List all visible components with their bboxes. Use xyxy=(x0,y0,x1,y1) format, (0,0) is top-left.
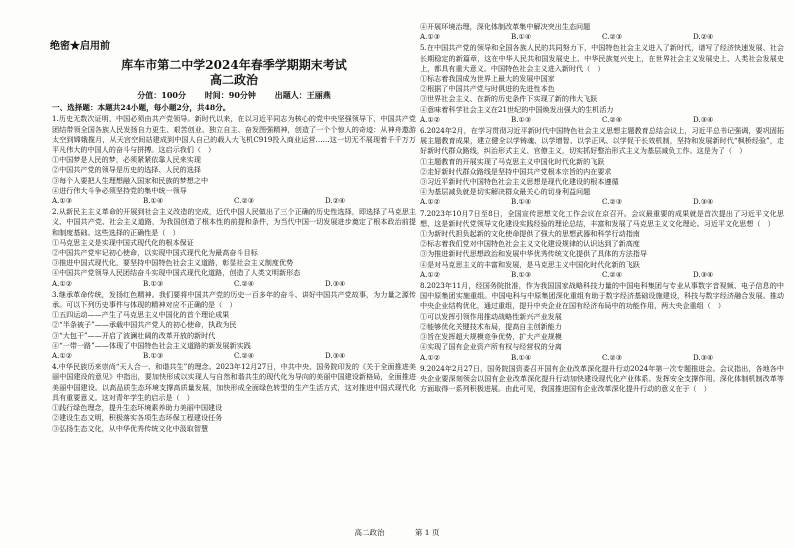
option: ①主题教育的开展实现了马克思主义中国化时代化新的飞跃 xyxy=(420,156,605,166)
score-info: 分值：100分 xyxy=(137,90,186,100)
choice-a: A.①③ xyxy=(420,32,441,42)
question-stem: 3.继承革命传统，发扬红色精神。我们要将中国共产党的历史一百多年的奋斗、讲好中国共产党故事，为力量之源传承。可以下列历史事件与体现的精神对应不正确的是（ ） xyxy=(52,289,416,310)
answer-choices xyxy=(420,270,784,280)
choice-d: D.③④ xyxy=(693,352,714,362)
option: ④进行伟大斗争必须坚持党的集中统一领导 xyxy=(52,185,187,195)
question-stem: 9.2024年2月27日，国务院国资委召开国有企业改革深化提升行动2024年第一次专题推进会。会议指出，各地各中央企业要深刻领会以国有企业改革深化提升行动加快建设现代化产业体系、发挥安全支撑作用、深化体制机制改革等方面取得一系列积极进展。由此可见，我国推进国有企业改革深化提升行动的意义在于（ ） xyxy=(420,363,784,394)
option: ④是对马克思主义的丰富和发展，是马克思主义中国化时代化新的飞跃 xyxy=(420,259,640,269)
question-stem: 8.2023年11月，经国务院批准，作为我国国家战略科技力量的中国电科集团与专业从事数字音视频、电子信息的中国中原集团实施重组。中国电科与中原集团深化重组有助于数字经济基础设施建设，科技与数字经济融合发展。推动中央企业结构优化，通过重组，提升中央企业在国有经济布局中的功能作用，两大央企重组（ ） xyxy=(420,281,784,311)
right-column xyxy=(420,22,784,394)
choice-b: B.①④ xyxy=(511,352,532,362)
choice-c: C.②③ xyxy=(602,32,623,42)
page-footer xyxy=(0,527,794,538)
question-stem: 7.2023年10月7日至8日，全国宣传思想文化工作会议在京召开。会议最重要的成果就是首次提出了习近平文化思想，这是新时代党领导文化建设实践经验的理论总结，丰富和发展了马克思主义文化理论。习近平文化思想（ ） xyxy=(420,208,784,228)
section-heading: 一、选择题：本题共24小题，每小题2分，共48分。 xyxy=(52,103,231,113)
question-9 xyxy=(420,364,784,395)
option: ③“大包干”——开启了波澜壮阔的改革开放的新时代 xyxy=(52,330,216,340)
question-5 xyxy=(420,43,784,125)
choice-d: D.③④ xyxy=(693,269,714,279)
choice-d: D.②④ xyxy=(693,32,714,42)
choice-b: B.①③ xyxy=(143,278,164,288)
question-1 xyxy=(52,114,416,206)
answer-choices xyxy=(420,115,784,125)
secret-mark: 绝密★启用前 xyxy=(50,41,110,52)
choice-a: A.①② xyxy=(52,351,73,361)
choice-b: B.①③ xyxy=(511,114,532,124)
option: ②中国共产党牢记初心使命，以实现中国式现代化为最高奋斗目标 xyxy=(52,248,258,258)
choice-b: B.①④ xyxy=(511,197,532,207)
option: ①践行绿色理念，提升生态环境素养助力美丽中国建设 xyxy=(52,403,223,413)
option: ③世界社会主义、在新的历史条件下实现了新的伟大飞跃 xyxy=(420,94,598,104)
choice-a: A.①② xyxy=(420,197,441,207)
option: ④为基层减负就是切实解决群众最关心的切身利益问题 xyxy=(420,187,591,197)
choice-a: A.①② xyxy=(420,114,441,124)
option: ①五四运动——产生了马克思主义中国化的首个理论成果 xyxy=(52,310,230,320)
option: ②建设生态文明，积极落实各项生态环保工程建设任务 xyxy=(52,413,223,423)
option: ②能够优化关键技术布局，提高自主创新能力 xyxy=(420,321,562,331)
answer-choices xyxy=(420,353,784,363)
question-stem: 6.2024年2月，在学习贯彻习近平新时代中国特色社会主义思想主题教育总结会议上，习近平总书记强调，要巩固拓展主题教育成果，建立健全以学铸魂、以学增智、以学正风、以学促干长效机制，坚持和发展新时代“枫桥经验”，走好新时代群众路线，纠治形式主义、官僚主义，切实抓好整治形式主义为基层减负工作。这是为了（ ） xyxy=(420,126,784,156)
answer-choices xyxy=(420,32,784,42)
choice-a: A.①③ xyxy=(52,196,73,206)
left-column xyxy=(52,38,416,434)
choice-c: C.②④ xyxy=(602,114,623,124)
question-stem: 2.从新民主主义革命的开展到社会主义改造的完成，近代中国人民做出了三个正确的历史性选择，即选择了马克思主义、中国共产党、社会主义道路，为我国创造了根本性的前提和条件，为当代中国一切发展进步奠定了根本政治前提和制度基础。这些选择的正确性是（ ） xyxy=(52,207,416,237)
option: ①马克思主义是实现中国式现代化的根本保证 xyxy=(52,237,194,247)
choice-c: C.②④ xyxy=(234,278,255,288)
choice-d: D.③④ xyxy=(325,351,346,361)
question-stem: 4.中华民族历来崇尚“天人合一、和谐共生”的理念。2023年12月27日，中共中央、国务院印发的《关于全面推进美丽中国建设的意见》中指出，要加快形成以实现人与自然和谐共生的现代化为导向的美丽中国建设新格局，全面推进美丽中国建设。以高品质生态环境支撑高质量发展，加快形成全面绿色转型的生产生活方式，这对推进中国式现代化具有重要意义。这对青年学生的启示是（ ） xyxy=(52,362,416,402)
choice-b: B.①③ xyxy=(143,351,164,361)
option: ④意味着科学社会主义在21世纪的中国焕发出强大的生机活力 xyxy=(420,104,614,114)
question-3 xyxy=(52,290,416,361)
answer-choices xyxy=(52,351,416,361)
question-4 xyxy=(52,362,416,433)
choice-a: A.①② xyxy=(420,352,441,362)
exam-subtitle: 高二政治 xyxy=(209,73,258,87)
question-7 xyxy=(420,209,784,280)
option: ③为推进新时代思想政治和发展中华优秀传统文化提供了具体的方法指导 xyxy=(420,249,647,259)
option: ①中国梦是人民的梦，必须紧紧依靠人民来实现 xyxy=(52,155,201,165)
exam-info xyxy=(52,90,416,100)
option: ②走好新时代群众路线是坚持中国共产党根本宗旨的内在要求 xyxy=(420,166,612,176)
option: ③推进中国式现代化，要坚持中国特色社会主义道路，彰显社会主义制度优势 xyxy=(52,258,294,268)
option: ①可以发挥引领作用推动战略性新兴产业发展 xyxy=(420,311,562,321)
option: ④开展环境治理，深化体制改革集中解决突出生态问题 xyxy=(420,22,591,31)
time-info: 时间：90分钟 xyxy=(204,90,256,100)
answer-choices xyxy=(420,197,784,207)
question-stem: 5.在中国共产党的领导和全国各族人民的共同努力下，中国特色社会主义进入了新时代，谱写了经济快速发展、社会长期稳定的新篇章，这在中华人民共和国发展史上、中华民族复兴史上，在世界社会主义发展史上、人类社会发展史上，都具有重大意义。中国特色社会主义进入新时代（ ） xyxy=(420,43,784,73)
answer-choices xyxy=(52,196,416,206)
choice-c: C.②④ xyxy=(234,351,255,361)
question-8 xyxy=(420,281,784,363)
choice-c: C.②③ xyxy=(234,196,255,206)
option: ①标志着我国成为世界上最大的发展中国家 xyxy=(420,74,555,84)
option: ③弘扬生态文化，从中华优秀传统文化中汲取智慧 xyxy=(52,423,209,433)
option: ④中国共产党领导人民团结奋斗实现中国式现代化道路，创造了人类文明新形态 xyxy=(52,268,301,278)
choice-d: D.③④ xyxy=(693,197,714,207)
option: ④实现了国有企业资产所有权与经营权的分离 xyxy=(420,342,562,352)
option: ③旨在发挥超大规模竞争优势，扩大产业规模 xyxy=(420,332,562,342)
choice-c: C.②④ xyxy=(602,269,623,279)
option: ③习近平新时代中国特色社会主义思想是现代化建设的根本遵循 xyxy=(420,177,619,187)
footer-page-number: 第 1 页 xyxy=(414,528,440,537)
choice-b: B.①③ xyxy=(511,269,532,279)
option: ②标志着我们党对中国特色社会主义文化建设规律的认识达到了新高度 xyxy=(420,239,640,249)
option: ③每个人要把人生理想融入国家和民族的梦想之中 xyxy=(52,175,209,185)
choice-a: A.①② xyxy=(420,269,441,279)
question-stem: 1.历史无数次证明，中国必须由共产党领导。新时代以来，在以习近平同志为核心的党中央坚强领导下，中国共产党团结带领全国各族人民发扬自力更生、艰苦创业、独立自主、奋发图强精神，创造了一个个惊人的奇迹：从神舟遨游太空到嫦娥揽月，从天宫空间站建成到中国人自己的载人大飞机C919投入商业运营……这一切无不展现着千千万万平凡伟大的中国人的奋斗与拼搏。这启示我们（ ） xyxy=(52,114,416,155)
option: ②根据了中国共产党与时俱进的先进性本色 xyxy=(420,84,555,94)
option: ④“一带一路”——体现了中国特色社会主义道路的新发展新实践 xyxy=(52,340,251,350)
choice-c: C.②③ xyxy=(602,197,623,207)
question-4-continued xyxy=(420,22,784,42)
author-info: 出题人：王丽燕 xyxy=(274,90,331,100)
option: ②中国共产党的领导是历史的选择、人民的选择 xyxy=(52,165,201,175)
choice-d: D.②④ xyxy=(325,196,346,206)
choice-b: B.①④ xyxy=(511,32,532,42)
choice-d: D.③④ xyxy=(325,278,346,288)
choice-c: C.②③ xyxy=(602,352,623,362)
answer-choices xyxy=(52,279,416,289)
choice-b: B.①④ xyxy=(143,196,164,206)
exam-title: 库车市第二中学2024年春季学期期末考试 xyxy=(121,58,347,72)
question-2 xyxy=(52,207,416,289)
choice-d: D.③④ xyxy=(693,114,714,124)
option: ②“半条被子”——承载中国共产党人的初心使命，执政为民 xyxy=(52,320,237,330)
footer-subject: 高二政治 xyxy=(354,528,385,537)
choice-a: A.①② xyxy=(52,278,73,288)
question-6 xyxy=(420,126,784,208)
option: ①为新时代担负起新的文化使命提供了强大的思想武器和科学行动指南 xyxy=(420,229,640,239)
